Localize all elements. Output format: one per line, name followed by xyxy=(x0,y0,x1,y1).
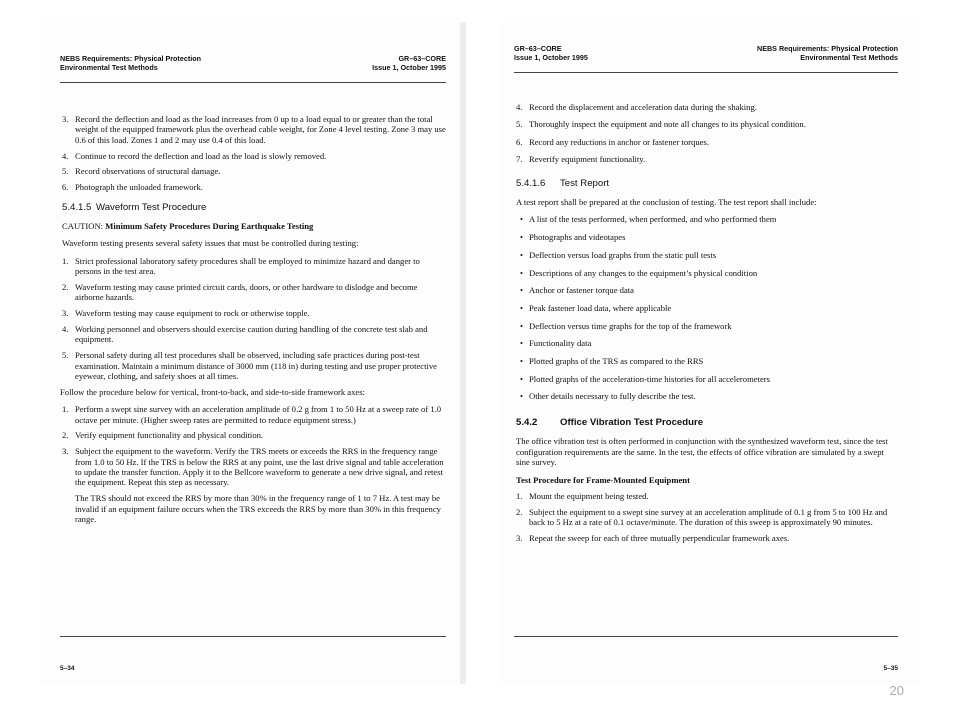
list-item: 5. Record observations of structural damage. xyxy=(62,166,221,177)
list-item: 5. Thoroughly inspect the equipment and note all changes to its physical condition. xyxy=(516,119,806,130)
safety-list xyxy=(62,256,446,382)
header-doc-title: NEBS Requirements: Physical Protection xyxy=(60,54,201,63)
header-doc-id: GR–63–CORE xyxy=(398,54,446,63)
list-item: • Other details necessary to fully describe the test. xyxy=(520,391,696,402)
list-item: 3. Repeat the sweep for each of three mutually perpendicular framework axes. xyxy=(516,532,790,543)
frame-steps-list xyxy=(516,491,898,543)
section-heading xyxy=(62,203,446,213)
list-item: 2. Subject the equipment to a swept sine survey at an acceleration amplitude of 0.1 g from 5 to 100 Hz and back to 5 Hz at a rate of 0.1 octave/minute. The duration of this sweep is approximately 90 minutes. xyxy=(516,506,888,528)
section-title: Office Vibration Test Procedure xyxy=(560,416,704,428)
header-rule xyxy=(514,72,898,73)
trs-note: The TRS should not exceed the RRS by more than 30% in the frequency range of 1 to 7 Hz. A test may be invalid if an equipment failure occurs when the TRS exceeds the RRS by more than 30% in this frequency range. xyxy=(75,493,441,525)
caution-heading xyxy=(62,221,446,231)
right-content xyxy=(516,102,898,549)
list-item: • Anchor or fastener torque data xyxy=(520,285,634,296)
office-paragraph: The office vibration test is often performed in conjunction with the synthesized waveform test, since the test configuration requirements are the same. In the test, the effects of office vibration are simulated by a swept sine survey. xyxy=(516,436,888,468)
list-item: 3. Waveform testing may cause equipment to rock or otherwise topple. xyxy=(62,308,310,319)
list-item: 7. Reverify equipment functionality. xyxy=(516,154,646,165)
list-item: • Deflection versus time graphs for the top of the framework xyxy=(520,320,732,331)
intro-text: Waveform testing presents several safety issues that must be controlled during testing: xyxy=(62,238,359,249)
list-item: • Functionality data xyxy=(520,338,592,349)
left-page xyxy=(40,22,466,684)
list-item: • Deflection versus load graphs from the static pull tests xyxy=(520,249,717,260)
list-item: • Plotted graphs of the TRS as compared to the RRS xyxy=(520,356,704,367)
list-item: 1. Mount the equipment being tested. xyxy=(516,490,649,501)
right-steps-top xyxy=(516,102,898,165)
list-item: 4. Continue to record the deflection and load as the load is slowly removed. xyxy=(62,150,327,161)
list-item: • Plotted graphs of the acceleration-time histories for all accelerometers xyxy=(520,373,771,384)
list-item: 3. Subject the equipment to the waveform. Verify the TRS meets or exceeds the RRS in the frequency range from 1.0 to 50 Hz. If the TRS is below the RRS at any point, use the last drive signal and table acceleration to update the transfer function. Apply it to the Bellcore waveform to generate a new drive signal, and retest the equipment. Repeat this step as necessary. xyxy=(62,446,444,488)
left-steps-top xyxy=(62,114,446,193)
list-item: 1. Perform a swept sine survey with an acceleration amplitude of 0.2 g from 1 to 50 Hz at a sweep rate of 1.0 octave per minute. (Higher sweep rates are permitted to reduce equipment stress.) xyxy=(62,404,442,425)
section-number: 5.4.1.5 xyxy=(62,201,92,213)
right-header-right xyxy=(757,44,898,62)
list-item: • Descriptions of any changes to the equipment’s physical condition xyxy=(520,267,758,278)
footer-rule xyxy=(514,636,898,637)
header-issue: Issue 1, October 1995 xyxy=(514,53,588,62)
section-title: Waveform Test Procedure xyxy=(96,201,207,213)
list-item: 1. Strict professional laboratory safety procedures shall be employed to minimize hazard and danger to persons in the test area. xyxy=(62,255,420,277)
section-heading xyxy=(516,179,898,189)
header-issue: Issue 1, October 1995 xyxy=(372,63,446,72)
procedure-list xyxy=(62,404,446,488)
footer-rule xyxy=(60,636,446,637)
list-item: 2. Verify equipment functionality and physical condition. xyxy=(62,430,264,441)
header-doc-id: GR–63–CORE xyxy=(514,44,562,53)
list-item: 6. Record any reductions in anchor or fastener torques. xyxy=(516,136,709,147)
report-list xyxy=(516,214,898,401)
subheading: Test Procedure for Frame-Mounted Equipment xyxy=(516,474,690,485)
section-number: 5.4.2 xyxy=(516,416,538,428)
list-item: 6. Photograph the unloaded framework. xyxy=(62,182,203,193)
list-item: • A list of the tests performed, when performed, and who performed them xyxy=(520,214,777,225)
page-number: 5–35 xyxy=(883,665,898,672)
follow-text: Follow the procedure below for vertical, front-to-back, and side-to-side framework axes: xyxy=(60,386,365,397)
page-number: 5–34 xyxy=(60,665,75,672)
section-heading xyxy=(516,418,898,428)
list-item: 5. Personal safety during all test procedures shall be observed, including safe practices during post-test examination. Maintain a minimum distance of 3000 mm (118 in) during testing and use proper protective eyewear, clothing, and safety shoes at all times. xyxy=(62,350,437,382)
list-item: 4. Record the displacement and acceleration data during the shaking. xyxy=(516,102,757,112)
slide-number: 20 xyxy=(889,683,904,698)
list-item: • Peak fastener load data, where applicable xyxy=(520,302,672,313)
header-doc-subtitle: Environmental Test Methods xyxy=(800,53,898,62)
list-item: 4. Working personnel and observers should exercise caution during handling of the concrete test slab and equipment. xyxy=(62,324,428,345)
header-doc-title: NEBS Requirements: Physical Protection xyxy=(757,44,898,53)
section-number: 5.4.1.6 xyxy=(516,177,546,189)
right-header-left xyxy=(514,44,588,62)
header-doc-subtitle: Environmental Test Methods xyxy=(60,63,158,72)
caution-title: Minimum Safety Procedures During Earthquake Testing xyxy=(105,221,314,232)
left-content xyxy=(62,114,446,531)
report-intro: A test report shall be prepared at the conclusion of testing. The test report shall include: xyxy=(516,197,817,208)
list-item: 3. Record the deflection and load as the load increases from 0 up to a load equal to or greater than the total weight of the equipped framework plus the overhead cable weight, for Zone 4 level testing. Zone 3 may use 0.6 of this load. Zones 1 and 2 may use 0.4 of this load. xyxy=(62,114,446,145)
right-page xyxy=(500,22,920,684)
section-title: Test Report xyxy=(560,177,610,189)
header-rule xyxy=(60,82,446,83)
list-item: 2. Waveform testing may cause printed circuit cards, doors, or other hardware to dislodge and become airborne hazards. xyxy=(62,282,418,303)
caution-label: CAUTION: xyxy=(62,221,104,232)
left-header-left xyxy=(60,54,201,72)
left-header-right xyxy=(372,54,446,72)
list-item: • Photographs and videotapes xyxy=(520,232,626,243)
